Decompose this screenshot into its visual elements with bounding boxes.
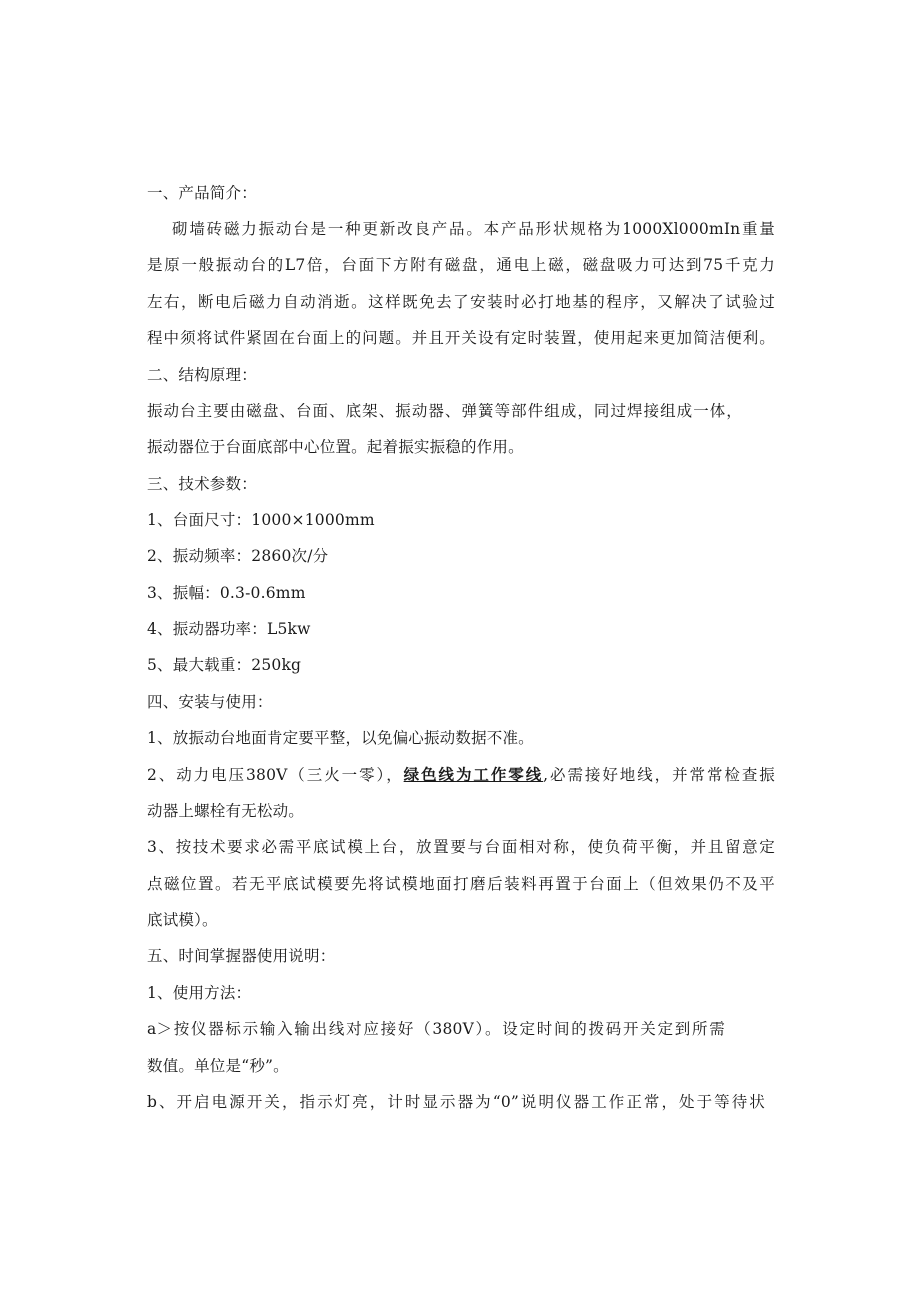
list-item: 2、振动频率：2860次/分 bbox=[147, 547, 329, 565]
paragraph-line: 振动台主要由磁盘、台面、底架、振动器、弹簧等部件组成，同过焊接组成一体， bbox=[147, 402, 742, 420]
section-heading-tech-params: 三、技术参数： bbox=[147, 475, 257, 493]
paragraph-line: 数值。单位是“秒”。 bbox=[147, 1057, 289, 1075]
paragraph-line: 程中须将试件紧固在台面上的问题。并且开关设有定时装置，使用起来更加简洁便利。 bbox=[147, 329, 775, 347]
list-item: 4、振动器功率：L5kw bbox=[147, 620, 311, 638]
paragraph-line: 点磁位置。若无平底试模要先将试模地面打磨后装料再置于台面上（但效果仍不及平 bbox=[147, 875, 775, 893]
text-run: 2、动力电压380V（三火一零）， bbox=[147, 766, 404, 784]
paragraph-line: b、开启电源开关，指示灯亮，计时显示器为“0”说明仪器工作正常，处于等待状 bbox=[147, 1093, 765, 1111]
paragraph-line: a＞按仪器标示输入输出线对应接好（380V）。设定时间的拨码开关定到所需 bbox=[147, 1020, 725, 1038]
paragraph-line: 砌墙砖磁力振动台是一种更新改良产品。本产品形状规格为1000Xl000mIn重量 bbox=[172, 220, 775, 238]
paragraph-line: 是原一般振动台的L7倍，台面下方附有磁盘，通电上磁，磁盘吸力可达到75千克力 bbox=[147, 256, 775, 274]
list-item: 1、放振动台地面肯定要平整，以免偏心振动数据不准。 bbox=[147, 729, 534, 747]
text-run: ,必需接好地线，并常常检查振 bbox=[543, 766, 775, 784]
list-item: 5、最大载重：250kg bbox=[147, 656, 302, 674]
paragraph-line: 底试模）。 bbox=[147, 911, 218, 929]
paragraph-line: 振动器位于台面底部中心位置。起着振实振稳的作用。 bbox=[147, 438, 524, 456]
section-heading-timer: 五、时间掌握器使用说明： bbox=[147, 947, 336, 965]
highlighted-text: 绿色线为工作零线 bbox=[403, 765, 544, 784]
paragraph-line: 左右，断电后磁力自动消逝。这样既免去了安装时必打地基的程序，又解决了试验过 bbox=[147, 293, 775, 311]
paragraph-line: 动器上螺栓有无松动。 bbox=[147, 802, 305, 820]
section-heading-structure: 二、结构原理： bbox=[147, 366, 257, 384]
list-item: 3、按技术要求必需平底试模上台，放置要与台面相对称，使负荷平衡，并且留意定 bbox=[147, 838, 775, 856]
list-item: 3、振幅：0.3-0.6mm bbox=[147, 584, 306, 602]
subheading: 1、使用方法： bbox=[147, 984, 252, 1002]
section-heading-product-intro: 一、产品简介： bbox=[147, 184, 257, 202]
list-item bbox=[147, 763, 775, 785]
section-heading-install-use: 四、安装与使用： bbox=[147, 693, 273, 711]
list-item: 1、台面尺寸：1000×1000mm bbox=[147, 511, 375, 529]
